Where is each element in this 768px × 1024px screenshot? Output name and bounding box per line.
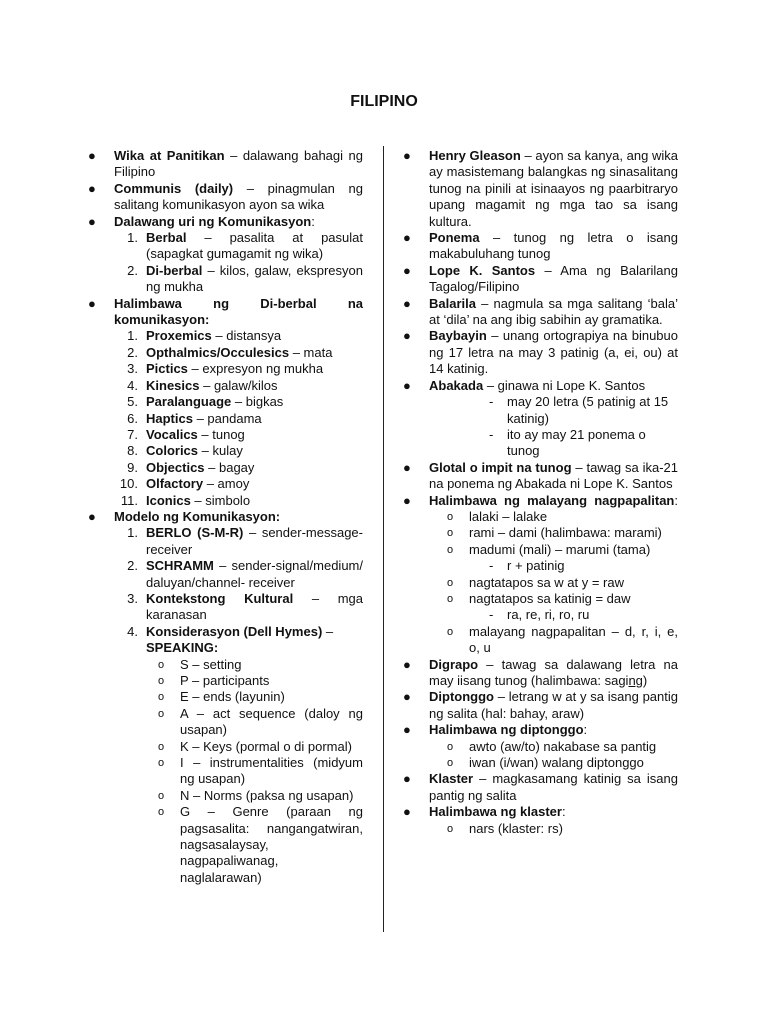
circle-bullet-icon: o [158,691,165,704]
sub-item: o N – Norms (paksa ng usapan) [158,787,354,803]
circle-bullet-icon: o [158,757,165,770]
numbered-item: 2. Opthalmics/Occulesics – mata [127,344,333,360]
numbered-item: 7. Vocalics – tunog [127,426,245,442]
bullet-icon: ● [88,295,96,311]
circle-bullet-icon: o [447,510,454,523]
numbered-item: 1. Proxemics – distansya [127,328,282,344]
circle-bullet-icon: o [447,822,454,835]
dash-item: - ito ay may 21 ponema o tunog [489,426,646,459]
circle-bullet-icon: o [447,757,454,770]
numbered-item: 2. Di-berbal – kilos, galaw, ekspresyon ng mukha [127,262,363,295]
sub-item: o awto (aw/to) nakabase sa pantig [447,738,657,754]
circle-bullet-icon: o [158,707,165,720]
bullet-icon: ● [403,148,411,163]
bullet-icon: ● [403,377,411,393]
dash-bullet-icon: - [489,558,494,574]
sub-item: o malayang nagpapalitan – d, r, i, e, o, u [447,623,678,656]
bullet-icon: ● [403,689,411,705]
sub-item: o nagtatapos sa katinig = daw [447,590,631,606]
bullet-icon: ● [403,492,411,508]
list-item: ● Glotal o impit na tunog – tawag sa ika-21 na ponema ng Abakada ni Lope K. Santos [403,459,678,492]
numbered-item: 2. SCHRAMM – sender-signal/medium/daluyan/channel- receiver [127,558,363,590]
bullet-icon: ● [403,656,411,672]
list-item: ● Henry Gleason – ayon sa kanya, ang wika ay masistemang balangkas ng sinasalitang tunog na pinili at isinaayos ng paarbitraryo upang magamit ng mga tao sa isang kultura. [403,148,678,229]
bullet-icon: ● [403,230,411,246]
malayang-list [403,509,678,657]
circle-bullet-icon: o [447,625,454,638]
numbered-item: 1. Berbal – pasalita at pasulat (sapagkat gumagamit ng wika) [127,230,363,262]
list-item: ● Lope K. Santos – Ama ng Balarilang Tagalog/Filipino [403,262,678,295]
sub-item: o P – participants [158,673,270,688]
sub-item: o I – instrumentalities (midyum ng usapan) [158,755,363,787]
sub-item: o S – setting [158,656,242,672]
list-item: ● Digrapo – tawag sa dalawang letra na may iisang tunog (halimbawa: saging) [403,656,678,688]
dash-bullet-icon: - [489,394,494,410]
circle-bullet-icon: o [158,675,165,687]
bullet-icon: ● [403,771,411,787]
bullet-icon: ● [88,180,96,196]
bullet-icon: ● [403,328,411,344]
bullet-icon: ● [403,295,411,311]
list-item: ● Halimbawa ng malayang nagpapalitan: [403,492,678,508]
right-column [403,148,678,837]
dash-item: - may 20 letra (5 patinig at 15 katinig) [489,394,669,426]
circle-bullet-icon: o [447,740,454,753]
sub-item: o G – Genre (paraan ng pagsasalita: nangangatwiran, nagsasalaysay, nagpapaliwanag, naglalarawan) [158,804,363,885]
numbered-item: 3. Kontekstong Kultural – mga karanasan [127,590,363,623]
numbered-item: 4. Kinesics – galaw/kilos [127,377,278,393]
circle-bullet-icon: o [158,789,165,802]
circle-bullet-icon: o [158,740,165,753]
list-item: ● Abakada – ginawa ni Lope K. Santos [403,377,646,393]
numbered-item: 11. Iconics – simbolo [120,492,251,508]
bullet-icon: ● [403,722,411,738]
dash-item: - ra, re, ri, ro, ru [489,607,590,623]
list-item: ● Halimbawa ng diptonggo: [403,722,588,738]
sub-item: o lalaki – lalake [447,508,548,524]
list-item: ● Klaster – magkasamang katinig sa isang pantig ng salita [403,771,678,803]
list-item: ● Baybayin – unang ortograpiya na binubuo ng 17 letra na may 3 patinig (a, ei, ou) at 14 katinig. [403,328,678,377]
list-item: ● Modelo ng Komunikasyon: [88,508,281,524]
list-item: ● Halimbawa ng klaster: [403,804,566,820]
column-divider [383,146,384,932]
circle-bullet-icon: o [447,543,454,556]
numbered-item: 3. Pictics – expresyon ng mukha [127,361,324,377]
numbered-item: 5. Paralanguage – bigkas [127,394,284,410]
speaking-list [114,657,363,887]
sub-item: o K – Keys (pormal o di pormal) [158,738,352,754]
page-title: FILIPINO [350,93,418,110]
circle-bullet-icon: o [447,576,454,589]
list-item: ● Balarila – nagmula sa mga salitang ‘bala’ at ‘dila’ na ang ibig sabihin ay gramatika. [403,295,678,328]
numbered-item: 1. BERLO (S-M-R) – sender-message-receiver [127,525,363,557]
diberbal-list [88,328,363,508]
numbered-item: 10. Olfactory – amoy [119,476,250,492]
numbered-item: 6. Haptics – pandama [127,410,262,426]
bullet-icon: ● [403,262,411,278]
circle-bullet-icon: o [447,527,454,540]
sub-item: o madumi (mali) – marumi (tama) [447,541,651,557]
dash-bullet-icon: - [489,426,494,442]
list-item: ● Halimbawa ng Di-berbal na komunikasyon: [88,295,363,328]
sub-item: o nagtatapos sa w at y = raw [447,574,625,590]
list-item: ● Wika at Panitikan – dalawang bahagi ng Filipino [88,148,363,180]
circle-bullet-icon: o [158,658,165,671]
sub-item: o E – ends (layunin) [158,689,285,705]
sub-item: o A – act sequence (daloy ng usapan) [158,705,363,738]
numbered-item: 4. Konsiderasyon (Dell Hymes) – SPEAKING: [127,623,334,656]
bullet-icon: ● [88,213,96,229]
left-column [88,148,363,886]
sub-item: o rami – dami (halimbawa: marami) [447,525,662,541]
numbered-item: 8. Colorics – kulay [127,443,243,459]
bullet-icon: ● [403,804,411,820]
sub-item: o nars (klaster: rs) [447,820,563,836]
bullet-icon: ● [88,508,96,524]
dash-bullet-icon: - [489,607,494,623]
bullet-icon: ● [88,148,96,163]
circle-bullet-icon: o [447,592,454,605]
sub-item: o iwan (i/wan) walang diptonggo [447,755,644,771]
list-item: ● Dalawang uri ng Komunikasyon: [88,213,315,229]
numbered-item: 9. Objectics – bagay [127,459,255,475]
dash-item: - r + patinig [489,558,565,574]
list-item: ● Ponema – tunog ng letra o isang makabuluhang tunog [403,230,678,262]
list-item: ● Communis (daily) – pinagmulan ng salitang komunikasyon ayon sa wika [88,180,363,213]
bullet-icon: ● [403,459,411,475]
circle-bullet-icon: o [158,806,165,819]
list-item: ● Diptonggo – letrang w at y sa isang pantig ng salita (hal: bahay, araw) [403,689,678,721]
